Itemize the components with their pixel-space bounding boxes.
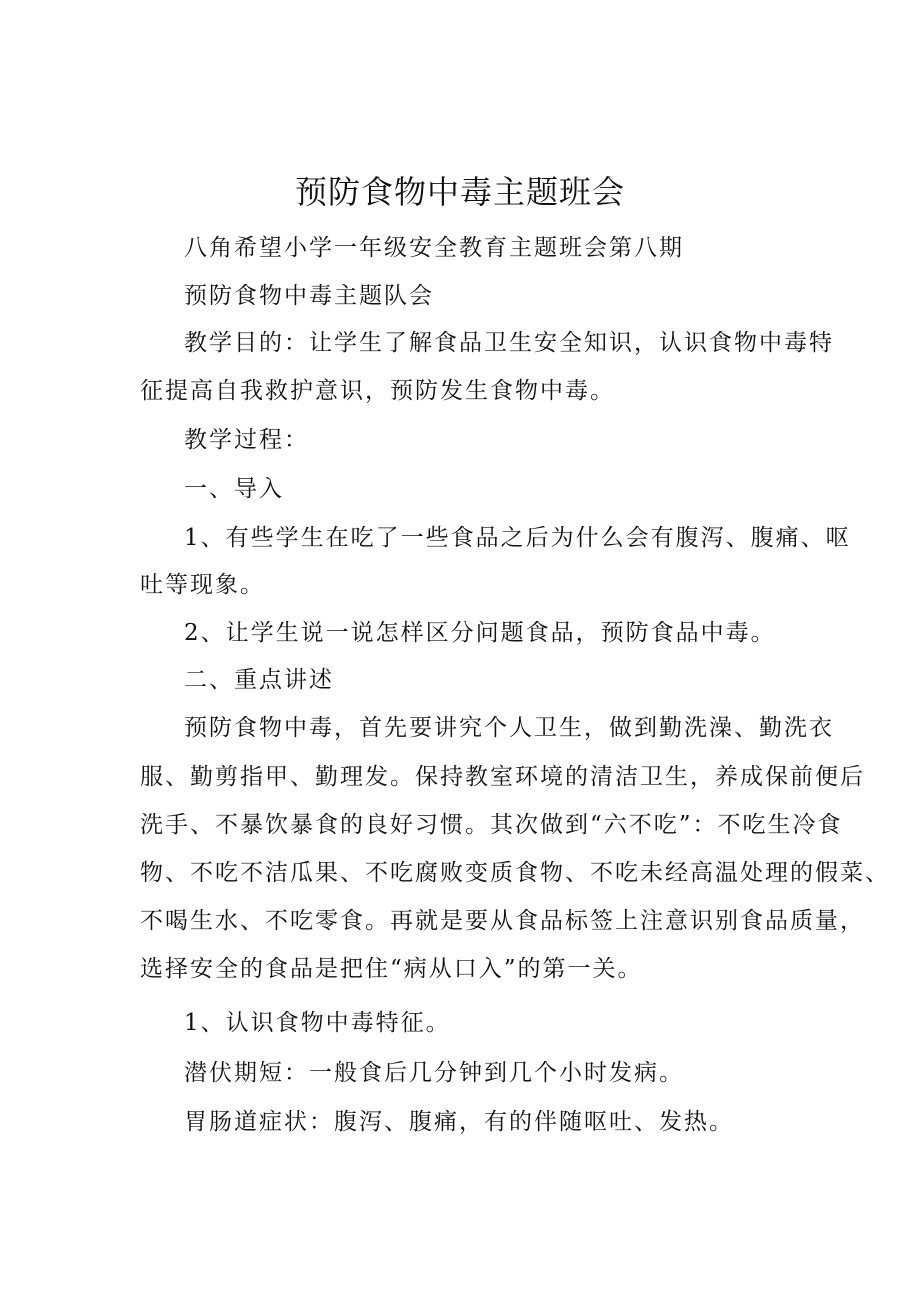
paragraph-line: 潜伏期短：一般食后几分钟到几个小时发病。 (184, 1060, 684, 1086)
paragraph-line: 教学目的：让学生了解食品卫生安全知识，认识食物中毒特 (184, 330, 834, 356)
paragraph-line: 选择安全的食品是把住“病从口入”的第一关。 (140, 956, 643, 982)
paragraph-line: 洗手、不暴饮暴食的良好习惯。其次做到“六不吃”：不吃生冷食 (140, 812, 843, 838)
paragraph-line: 不喝生水、不吃零食。再就是要从食品标签上注意识别食品质量， (140, 908, 865, 934)
paragraph-line: 预防食物中毒主题队会 (184, 283, 434, 309)
paragraph-line: 八角希望小学一年级安全教育主题班会第八期 (184, 235, 684, 261)
paragraph-line: 一、导入 (184, 476, 284, 502)
paragraph-line: 物、不吃不洁瓜果、不吃腐败变质食物、不吃未经高温处理的假菜、 (140, 860, 890, 886)
paragraph-line: 2、让学生说一说怎样区分问题食品，预防食品中毒。 (184, 620, 776, 646)
paragraph-line: 1、认识食物中毒特征。 (184, 1010, 451, 1036)
paragraph-line: 教学过程： (184, 427, 309, 453)
paragraph-line: 预防食物中毒，首先要讲究个人卫生，做到勤洗澡、勤洗衣 (184, 715, 834, 741)
document-title: 预防食物中毒主题班会 (294, 173, 625, 211)
paragraph-line: 服、勤剪指甲、勤理发。保持教室环境的清洁卫生，养成保前便后 (140, 764, 865, 790)
paragraph-line: 二、重点讲述 (184, 667, 334, 693)
paragraph-line: 胃肠道症状：腹泻、腹痛，有的伴随呕吐、发热。 (184, 1109, 734, 1135)
paragraph-line: 征提高自我救护意识，预防发生食物中毒。 (140, 378, 615, 404)
paragraph-line: 吐等现象。 (140, 572, 265, 598)
paragraph-line: 1、有些学生在吃了一些食品之后为什么会有腹泻、腹痛、呕 (184, 525, 851, 551)
